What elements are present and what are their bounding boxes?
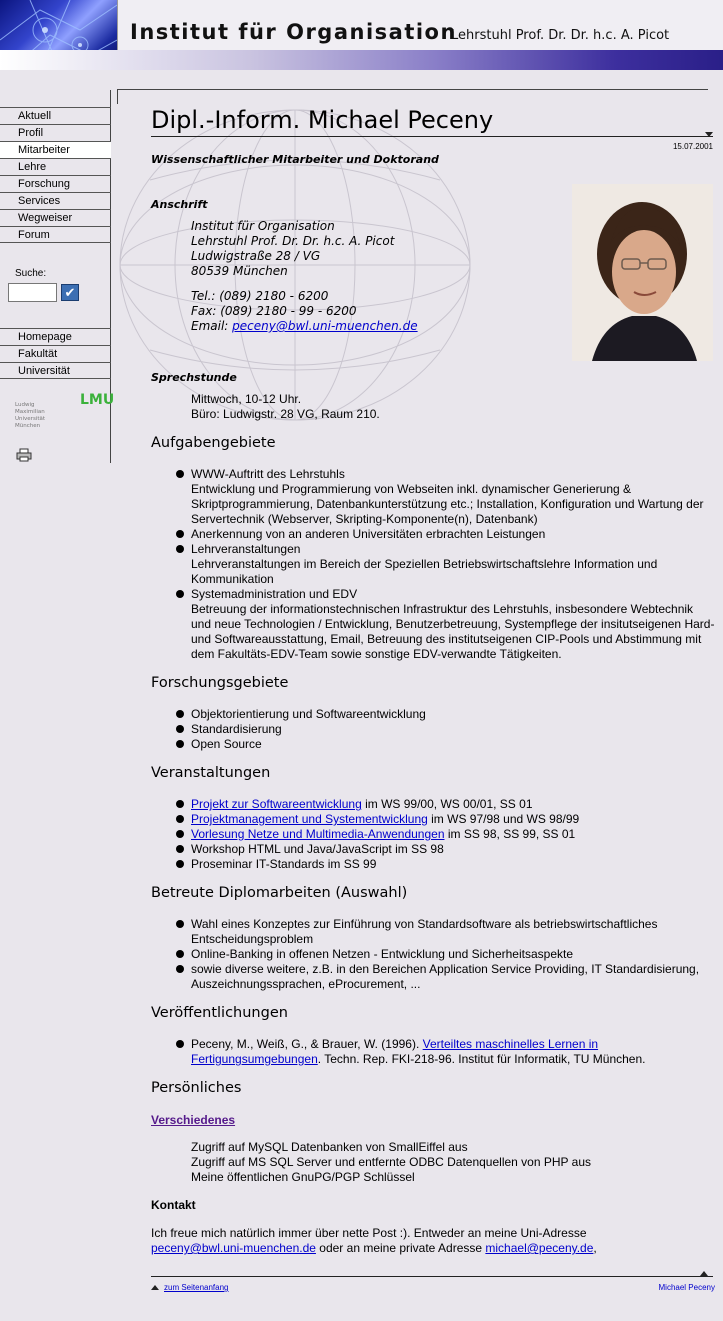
task-detail: Lehrveranstaltungen im Bereich der Speziellen Betriebswirtschaftslehre Information und Kommunikation: [191, 557, 658, 586]
address-block: [191, 219, 418, 334]
contact-text-part: ,: [593, 1241, 597, 1255]
courses-list: [171, 797, 716, 872]
page-title: Dipl.-Inform. Michael Peceny: [151, 106, 494, 134]
nav-item-profil[interactable]: Profil: [0, 124, 111, 141]
lmu-logo-line: Universität: [15, 416, 46, 422]
list-item: Wahl eines Konzeptes zur Einführung von Standardsoftware als betriebswirtschaftliches Entscheidungsproblem: [171, 917, 716, 947]
nav-item-forschung[interactable]: Forschung: [0, 175, 111, 192]
misc-item: Zugriff auf MS SQL Server und entfernte ODBC Datenquellen von PHP aus: [191, 1155, 591, 1169]
fax-number: Fax: (089) 2180 - 99 - 6200: [191, 304, 357, 318]
site-header: [0, 0, 723, 70]
nav-item-fakultaet[interactable]: Fakultät: [0, 345, 111, 362]
tasks-heading: Aufgabengebiete: [151, 435, 276, 451]
list-item: Proseminar IT-Standards im SS 99: [171, 857, 716, 872]
list-item: Open Source: [171, 737, 716, 752]
uni-email-link[interactable]: peceny@bwl.uni-muenchen.de: [151, 1241, 316, 1255]
nav-item-aktuell[interactable]: Aktuell: [0, 107, 111, 124]
back-to-top[interactable]: [151, 1283, 229, 1292]
list-item: Objektorientierung und Softwareentwicklung: [171, 707, 716, 722]
search-submit-button[interactable]: [61, 284, 79, 301]
task-title: Lehrveranstaltungen: [191, 542, 301, 556]
course-terms: im WS 97/98 und WS 98/99: [427, 812, 580, 826]
list-item: Workshop HTML und Java/JavaScript im SS 98: [171, 842, 716, 857]
print-icon[interactable]: [16, 448, 32, 462]
list-item: Online-Banking in offenen Netzen - Entwicklung und Sicherheitsaspekte: [171, 947, 716, 962]
portrait-photo: [572, 184, 713, 361]
lmu-logo-line: München: [15, 423, 41, 429]
publications-list: [171, 1037, 716, 1067]
main-navigation: [0, 107, 111, 243]
checkmark-icon: ✔: [64, 285, 76, 300]
task-title: Anerkennung von an anderen Universitäten erbrachten Leistungen: [191, 527, 546, 541]
contact-text: [151, 1226, 711, 1256]
phone-number: Tel.: (089) 2180 - 6200: [191, 289, 329, 303]
misc-list: [191, 1140, 591, 1185]
title-rule-arrow-icon: [705, 132, 713, 137]
address-line: Ludwigstraße 28 / VG: [191, 249, 321, 263]
task-title: Systemadministration und EDV: [191, 587, 358, 601]
content-frame-top: [117, 89, 708, 90]
course-terms: im SS 98, SS 99, SS 01: [444, 827, 576, 841]
nav-item-lehre[interactable]: Lehre: [0, 158, 111, 175]
footer-author[interactable]: Michael Peceny: [658, 1283, 715, 1292]
list-item: [171, 467, 716, 527]
personal-heading: Persönliches: [151, 1080, 242, 1096]
publication-source: . Techn. Rep. FKI-218-96. Institut für Informatik, TU München.: [317, 1052, 646, 1066]
list-item: [171, 827, 716, 842]
contact-text-part: Ich freue mich natürlich immer über nette Post :). Entweder an meine Uni-Adresse: [151, 1226, 587, 1240]
course-link[interactable]: Projekt zur Softwareentwicklung: [191, 797, 362, 811]
private-email-link[interactable]: michael@peceny.de: [485, 1241, 594, 1255]
address-line: 80539 München: [191, 264, 288, 278]
publication-link[interactable]: Verteiltes maschinelles Lernen in Fertigungsumgebungen: [191, 1037, 599, 1066]
task-detail: Betreuung der informationstechnischen Infrastruktur des Lehrstuhls, insbesondere Webtechnik und neue Technologien / Entwicklung, Benutzerbetreuung, Systempflege der insitutseigenen Hard- und Softwareausstattung, Email, Betreuung des institutseigenen CIP-Pools und Abstimmung mit dem Fakultäts-EDV-Team sowie sonstige EDV-verwandte Tätigkeiten.: [191, 602, 715, 661]
course-link[interactable]: Vorlesung Netze und Multimedia-Anwendungen: [191, 827, 445, 841]
address-heading: Anschrift: [151, 198, 208, 211]
course-terms: im WS 99/00, WS 00/01, SS 01: [361, 797, 533, 811]
list-item: [171, 797, 716, 812]
office-hours-line: Mittwoch, 10-12 Uhr.: [191, 392, 302, 406]
arrow-up-icon: [151, 1285, 159, 1290]
office-hours-block: [191, 392, 380, 422]
list-item: sowie diverse weitere, z.B. in den Bereichen Application Service Providing, IT Standardisierung, Auszeichnungssprachen, eProcurement, ...: [171, 962, 716, 992]
address-line: Institut für Organisation: [191, 219, 335, 233]
contact-heading: Kontakt: [151, 1198, 196, 1212]
search-input[interactable]: [8, 283, 57, 302]
research-list: [171, 707, 716, 752]
publication-authors: Peceny, M., Weiß, G., & Brauer, W. (1996).: [191, 1037, 423, 1051]
list-item: [171, 1037, 716, 1067]
search-label: Suche:: [15, 268, 47, 279]
tasks-list: [171, 467, 716, 662]
list-item: [171, 542, 716, 587]
research-heading: Forschungsgebiete: [151, 675, 289, 691]
nav-item-forum[interactable]: Forum: [0, 226, 111, 243]
nav-item-wegweiser[interactable]: Wegweiser: [0, 209, 111, 226]
misc-link[interactable]: Verschiedenes: [151, 1113, 236, 1127]
email-label: Email:: [191, 319, 233, 333]
task-detail: Entwicklung und Programmierung von Webseiten inkl. dynamischer Generierung & Skriptprogrammierung, Datenbankunterstützung etc.; Installation, Konfiguration und Wartung der Servertechnik (Webserver, Skripting-Komponente(n), Datenbank): [191, 482, 704, 526]
nav-item-homepage[interactable]: Homepage: [0, 328, 111, 345]
theses-list: [171, 917, 716, 992]
nav-item-universitaet[interactable]: Universität: [0, 362, 111, 379]
address-line: Lehrstuhl Prof. Dr. Dr. h.c. A. Picot: [191, 234, 395, 248]
misc-item: Zugriff auf MySQL Datenbanken von SmallEiffel aus: [191, 1140, 468, 1154]
title-rule: [151, 136, 713, 137]
sidebar: [0, 70, 115, 465]
site-subtitle: Lehrstuhl Prof. Dr. Dr. h.c. A. Picot: [451, 28, 670, 43]
footer-rule-arrow-icon: [700, 1271, 708, 1276]
nav-item-mitarbeiter[interactable]: Mitarbeiter: [0, 141, 111, 158]
lmu-logo-word: LMU: [80, 392, 115, 408]
header-gradient-strip: [0, 50, 723, 70]
course-link[interactable]: Projektmanagement und Systementwicklung: [191, 812, 428, 826]
email-row: [191, 319, 418, 334]
office-hours-line: Büro: Ludwigstr. 28 VG, Raum 210.: [191, 407, 380, 421]
list-item: Standardisierung: [171, 722, 716, 737]
list-item: [171, 527, 716, 542]
external-navigation: [0, 328, 111, 379]
misc-item: Meine öffentlichen GnuPG/PGP Schlüssel: [191, 1170, 415, 1184]
list-item: [171, 587, 716, 662]
theses-heading: Betreute Diplomarbeiten (Auswahl): [151, 885, 408, 901]
site-title: Institut für Organisation: [130, 20, 457, 44]
office-hours-heading: Sprechstunde: [151, 371, 237, 384]
contact-text-part: oder an meine private Adresse: [315, 1241, 486, 1255]
role-subtitle: Wissenschaftlicher Mitarbeiter und Doktorand: [151, 153, 439, 166]
list-item: [171, 812, 716, 827]
lmu-logo[interactable]: [15, 392, 115, 432]
email-link[interactable]: peceny@bwl.uni-muenchen.de: [232, 319, 418, 333]
task-title: WWW-Auftritt des Lehrstuhls: [191, 467, 345, 481]
footer-rule: [151, 1276, 713, 1277]
last-updated-date: 15.07.2001: [672, 142, 713, 151]
lmu-logo-line: Ludwig: [15, 402, 35, 408]
back-to-top-link[interactable]: zum Seitenanfang: [164, 1283, 229, 1292]
courses-heading: Veranstaltungen: [151, 765, 271, 781]
publications-heading: Veröffentlichungen: [151, 1005, 288, 1021]
nav-item-services[interactable]: Services: [0, 192, 111, 209]
lmu-logo-line: Maximilian: [15, 409, 45, 415]
